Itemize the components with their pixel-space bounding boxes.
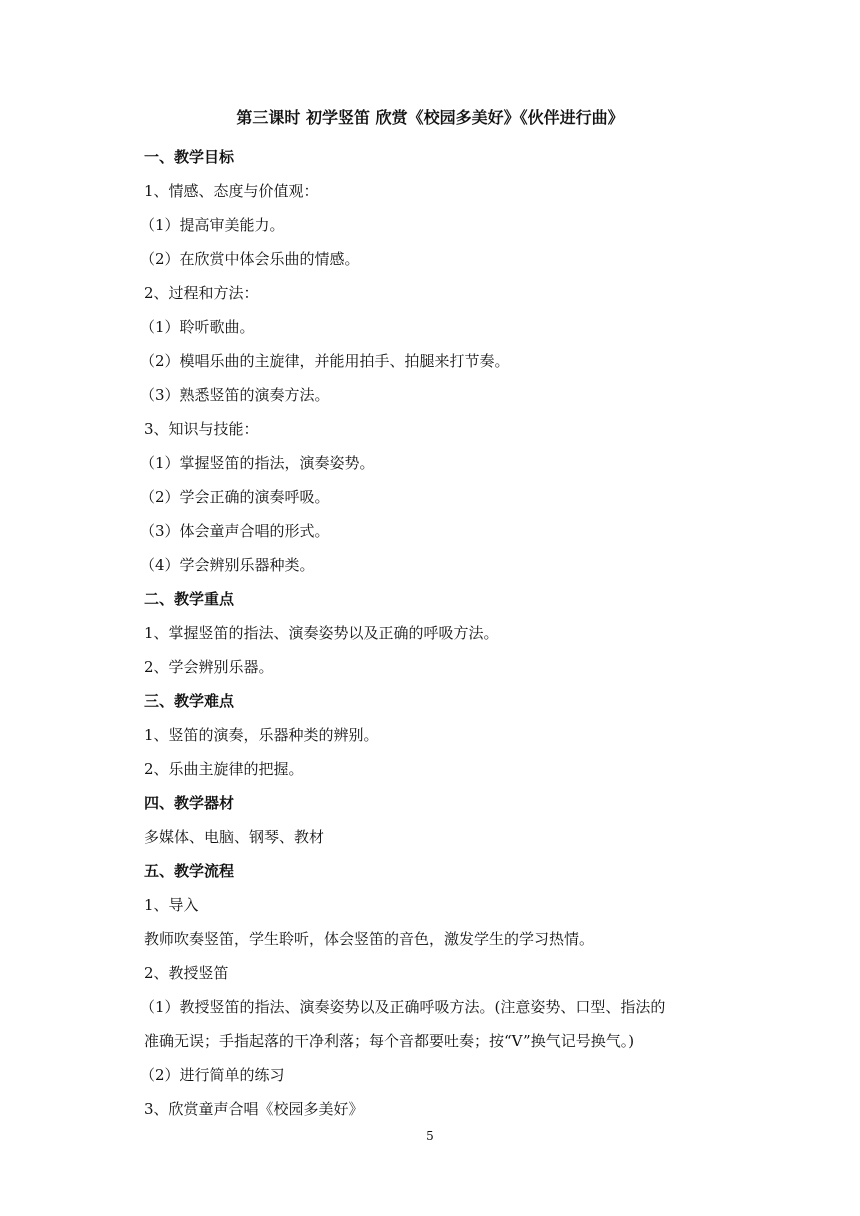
paragraph-line: 准确无误；手指起落的干净利落；每个音都要吐奏；按“V”换气记号换气。) (144, 1032, 635, 1050)
paragraph-line: （2）在欣赏中体会乐曲的情感。 (140, 250, 360, 268)
paragraph-line: 多媒体、电脑、钢琴、教材 (144, 828, 325, 846)
paragraph-line: 1、导入 (144, 896, 199, 914)
section-heading: 三、教学难点 (144, 692, 235, 710)
paragraph-line: 3、欣赏童声合唱《校园多美好》 (144, 1100, 364, 1118)
document-body (140, 140, 744, 1126)
paragraph-line: （2）进行简单的练习 (140, 1066, 285, 1084)
section-heading: 一、教学目标 (144, 148, 235, 166)
section-heading: 五、教学流程 (144, 862, 235, 880)
paragraph-line: （3）体会童声合唱的形式。 (140, 522, 330, 540)
paragraph-line: 1、情感、态度与价值观： (144, 182, 319, 200)
paragraph-line: （1）掌握竖笛的指法，演奏姿势。 (140, 454, 375, 472)
paragraph-line: （2）学会正确的演奏呼吸。 (140, 488, 330, 506)
paragraph-line: 2、乐曲主旋律的把握。 (144, 760, 304, 778)
paragraph-line: （1）聆听歌曲。 (140, 318, 255, 336)
paragraph-line: 2、教授竖笛 (144, 964, 229, 982)
paragraph-line: 教师吹奏竖笛，学生聆听，体会竖笛的音色，激发学生的学习热情。 (144, 930, 595, 948)
paragraph-line: （1）教授竖笛的指法、演奏姿势以及正确呼吸方法。(注意姿势、口型、指法的 (140, 998, 666, 1016)
paragraph-line: （2）模唱乐曲的主旋律，并能用拍手、拍腿来打节奏。 (140, 352, 510, 370)
paragraph-line: 2、学会辨别乐器。 (144, 658, 274, 676)
page-number: 5 (426, 1129, 434, 1143)
paragraph-line: （1）提高审美能力。 (140, 216, 285, 234)
paragraph-line: 2、过程和方法： (144, 284, 259, 302)
section-heading: 四、教学器材 (144, 794, 235, 812)
paragraph-line: 3、知识与技能： (144, 420, 259, 438)
paragraph-line: （4）学会辨别乐器种类。 (140, 556, 315, 574)
paragraph-line: （3）熟悉竖笛的演奏方法。 (140, 386, 330, 404)
paragraph-line: 1、竖笛的演奏，乐器种类的辨别。 (144, 726, 379, 744)
section-heading: 二、教学重点 (144, 590, 235, 608)
paragraph-line: 1、掌握竖笛的指法、演奏姿势以及正确的呼吸方法。 (144, 624, 499, 642)
document-title: 第三课时 初学竖笛 欣赏《校园多美好》《伙伴进行曲》 (236, 108, 624, 127)
